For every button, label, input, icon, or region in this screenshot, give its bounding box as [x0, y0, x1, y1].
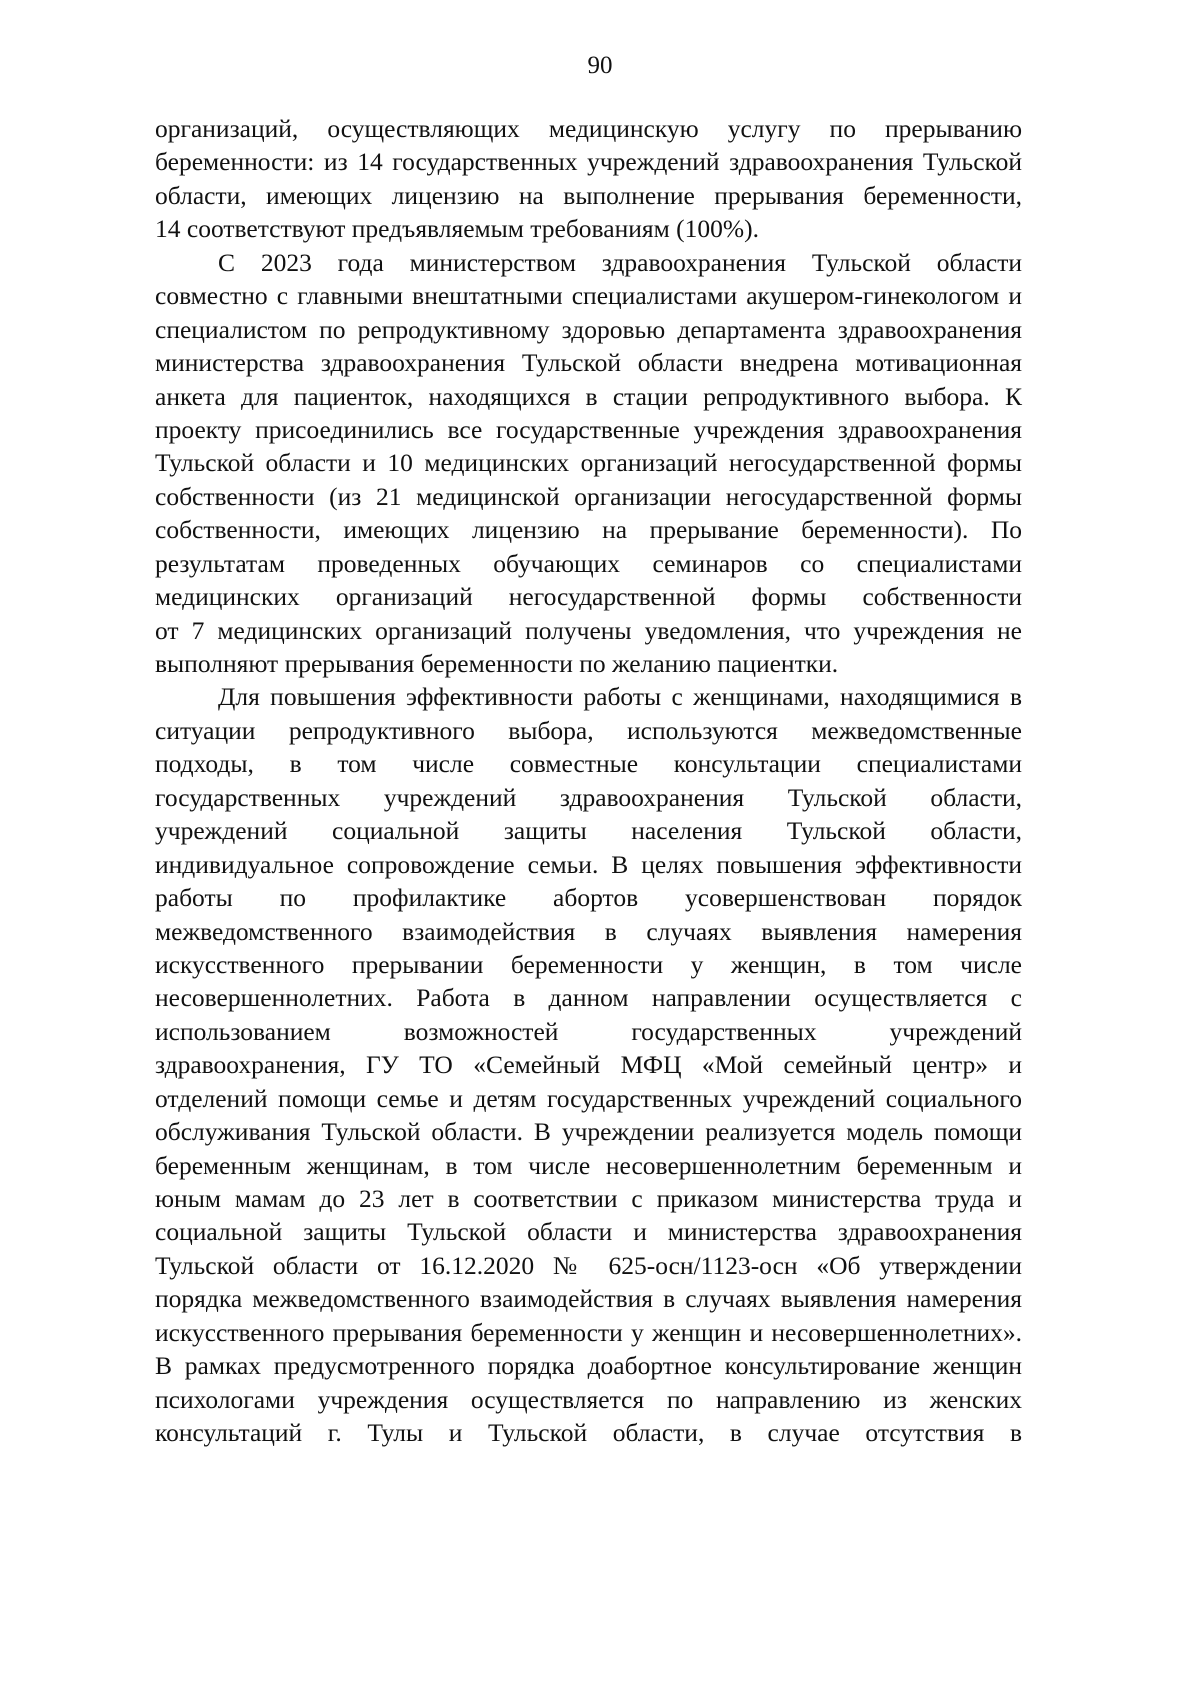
text-line: организаций, осуществляющих медицинскую услугу по прерыванию [155, 114, 1022, 143]
text-line: индивидуальное сопровождение семьи. В целях повышения эффективности [155, 849, 1022, 879]
text-line: проекту присоединились все государственные учреждения здравоохранения [155, 414, 1022, 444]
text-line: учреждений социальной защиты населения Тульской области, [155, 816, 1022, 846]
text-line: собственности (из 21 медицинской организации негосударственной формы [155, 481, 1022, 511]
text-line: работы по профилактике абортов усовершенствован порядок [155, 883, 1022, 913]
text-line: обслуживания Тульской области. В учреждении реализуется модель помощи [155, 1117, 1022, 1147]
text-line: министерства здравоохранения Тульской области внедрена мотивационная [155, 348, 1022, 378]
text-line: порядка межведомственного взаимодействия в случаях выявления намерения [155, 1284, 1022, 1314]
text-line: специалистом по репродуктивному здоровью департамента здравоохранения [155, 314, 1022, 344]
text-line: искусственного прерывания беременности у женщин и несовершеннолетних». [155, 1317, 1022, 1347]
text-line: совместно с главными внештатными специалистами акушером-гинекологом и [155, 281, 1022, 311]
text-line: здравоохранения, ГУ ТО «Семейный МФЦ «Мой семейный центр» и [155, 1050, 1022, 1080]
text-line: С 2023 года министерством здравоохранения Тульской области [218, 247, 1022, 277]
text-line: использованием возможностей государственных учреждений [155, 1016, 1022, 1046]
text-line: ситуации репродуктивного выбора, используются межведомственные [155, 715, 1022, 745]
paragraph [155, 112, 1022, 246]
text-line: Для повышения эффективности работы с женщинами, находящимися в [218, 682, 1022, 712]
text-line: консультаций г. Тулы и Тульской области, в случае отсутствия в [155, 1418, 1022, 1448]
text-line: В рамках предусмотренного порядка доабортное консультирование женщин [155, 1351, 1022, 1381]
page-number: 90 [587, 52, 613, 79]
body-text [155, 112, 1022, 1450]
text-line: области, имеющих лицензию на выполнение прерывания беременности, [155, 180, 1022, 210]
text-line: выполняют прерывания беременности по желанию пациентки. [155, 649, 839, 678]
text-line: социальной защиты Тульской области и министерства здравоохранения [155, 1217, 1022, 1247]
text-line: несовершеннолетних. Работа в данном направлении осуществляется с [155, 983, 1022, 1013]
text-line: психологами учреждения осуществляется по направлению из женских [155, 1384, 1022, 1414]
text-line: Тульской области от 16.12.2020 № 625-осн/1123-осн «Об утверждении [155, 1250, 1022, 1280]
text-line: Тульской области и 10 медицинских организаций негосударственной формы [155, 448, 1022, 478]
text-line: отделений помощи семье и детям государственных учреждений социального [155, 1083, 1022, 1113]
text-line: межведомственного взаимодействия в случаях выявления намерения [155, 916, 1022, 946]
paragraph [155, 246, 1022, 681]
text-line: медицинских организаций негосударственной формы собственности [155, 582, 1022, 612]
text-line: результатам проведенных обучающих семинаров со специалистами [155, 548, 1022, 578]
text-line: собственности, имеющих лицензию на прерывание беременности). По [155, 515, 1022, 545]
paragraph [155, 680, 1022, 1449]
text-line: искусственного прерывании беременности у женщин, в том числе [155, 949, 1022, 979]
text-line: подходы, в том числе совместные консультации специалистами [155, 749, 1022, 779]
text-line: от 7 медицинских организаций получены уведомления, что учреждения не [155, 615, 1022, 645]
text-line: беременности: из 14 государственных учреждений здравоохранения Тульской [155, 147, 1022, 177]
text-line: юным мамам до 23 лет в соответствии с приказом министерства труда и [155, 1184, 1022, 1213]
text-line: анкета для пациенток, находящихся в стации репродуктивного выбора. К [155, 381, 1022, 411]
text-line: государственных учреждений здравоохранения Тульской области, [155, 782, 1022, 812]
text-line: 14 соответствуют предъявляемым требованиям (100%). [155, 214, 759, 244]
text-line: беременным женщинам, в том числе несовершеннолетним беременным и [155, 1150, 1022, 1180]
